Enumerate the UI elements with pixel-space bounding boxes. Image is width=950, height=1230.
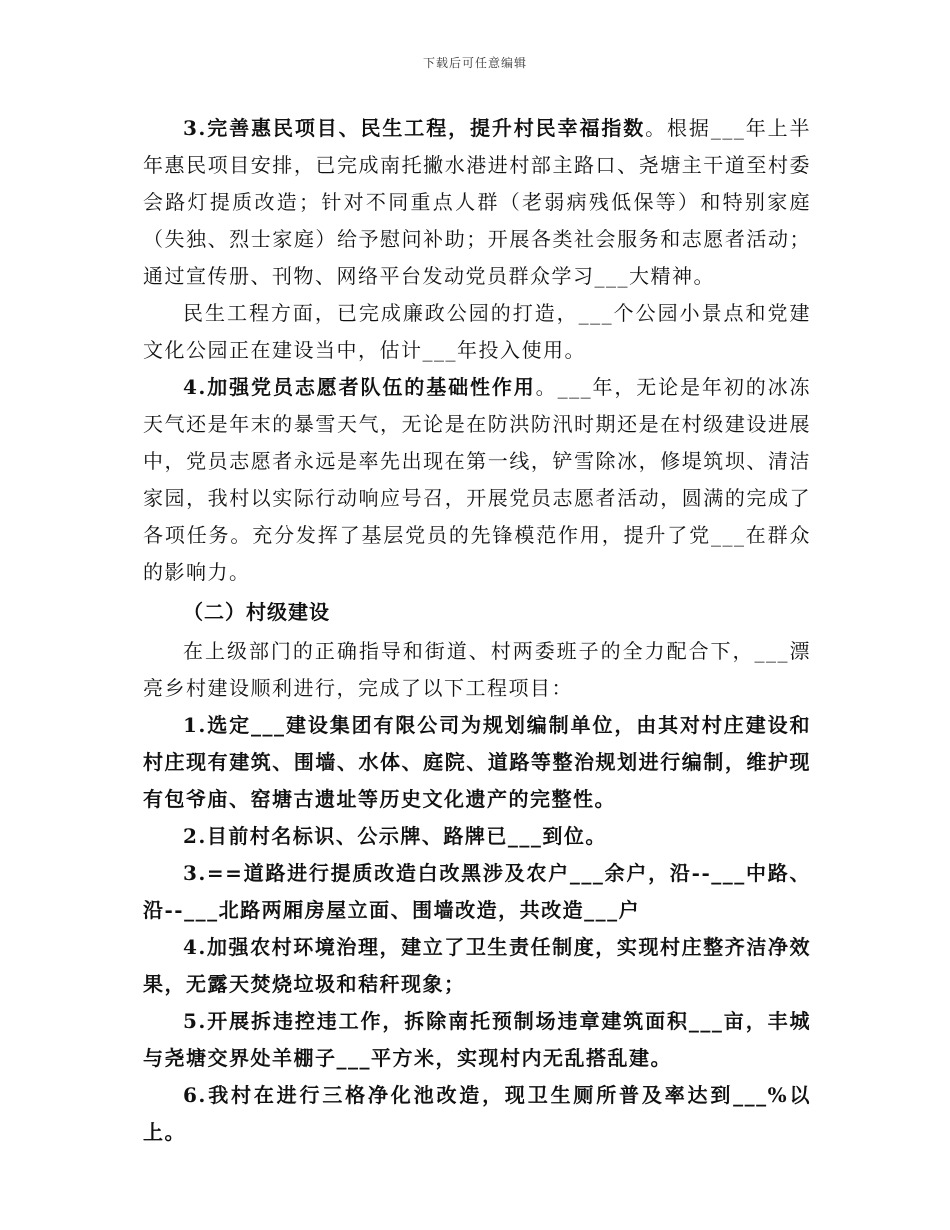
document-body	[143, 110, 811, 1151]
list-item: 6.我村在进行三格净化池改造，现卫生厕所普及率达到___%以上。	[143, 1083, 811, 1144]
paragraph-village-construction: 在上级部门的正确指导和街道、村两委班子的全力配合下，___漂亮乡村建设顺利进行，完成了以下工程项目：	[143, 639, 811, 700]
paragraph-welfare-body: 。根据___年上半年惠民项目安排，已完成南托撇水港进村部主路口、尧塘主干道至村委会路灯提质改造；针对不同重点人群（老弱病残低保等）和特别家庭（失独、烈士家庭）给予慰问补助；开展各类社会服务和志愿者活动；通过宣传册、刊物、网络平台发动党员群众学习___大精神。	[143, 116, 811, 288]
paragraph-livelihood: 民生工程方面，已完成廉政公园的打造，___个公园小景点和党建文化公园正在建设当中，估计___年投入使用。	[143, 301, 811, 362]
paragraph-volunteers-title: 4.加强党员志愿者队伍的基础性作用	[183, 375, 536, 399]
paragraph-volunteers	[143, 369, 811, 591]
paragraph-welfare-title: 3.完善惠民项目、民生工程，提升村民幸福指数	[183, 116, 646, 140]
list-item: 3.==道路进行提质改造白改黑涉及农户___余户，沿--___中路、沿--___北路两厢房屋立面、围墙改造，共改造___户	[143, 861, 811, 922]
list-item: 4.加强农村环境治理，建立了卫生责任制度，实现村庄整齐洁净效果，无露天焚烧垃圾和秸秆现象；	[143, 935, 811, 996]
list-item: 1.选定___建设集团有限公司为规划编制单位，由其对村庄建设和村庄现有建筑、围墙、水体、庭院、道路等整治规划进行编制，维护现有包爷庙、窑塘古遗址等历史文化遗产的完整性。	[143, 713, 811, 811]
page-header: 下载后可任意编辑	[422, 56, 527, 70]
section-heading: （二）村级建设	[183, 600, 330, 624]
paragraph-volunteers-body: 。___年，无论是年初的冰冻天气还是年末的暴雪天气，无论是在防洪防汛时期还是在村级建设进展中，党员志愿者永远是率先出现在第一线，铲雪除冰，修堤筑坝、清洁家园，我村以实际行动响应号召，开展党员志愿者活动，圆满的完成了各项任务。充分发挥了基层党员的先锋模范作用，提升了党___在群众的影响力。	[143, 375, 811, 584]
paragraph-welfare	[143, 110, 811, 295]
list-item: 5.开展拆违控违工作，拆除南托预制场违章建筑面积___亩，丰城与尧塘交界处羊棚子___平方米，实现村内无乱搭乱建。	[143, 1009, 811, 1070]
list-item: 2.目前村名标识、公示牌、路牌已___到位。	[183, 824, 607, 848]
